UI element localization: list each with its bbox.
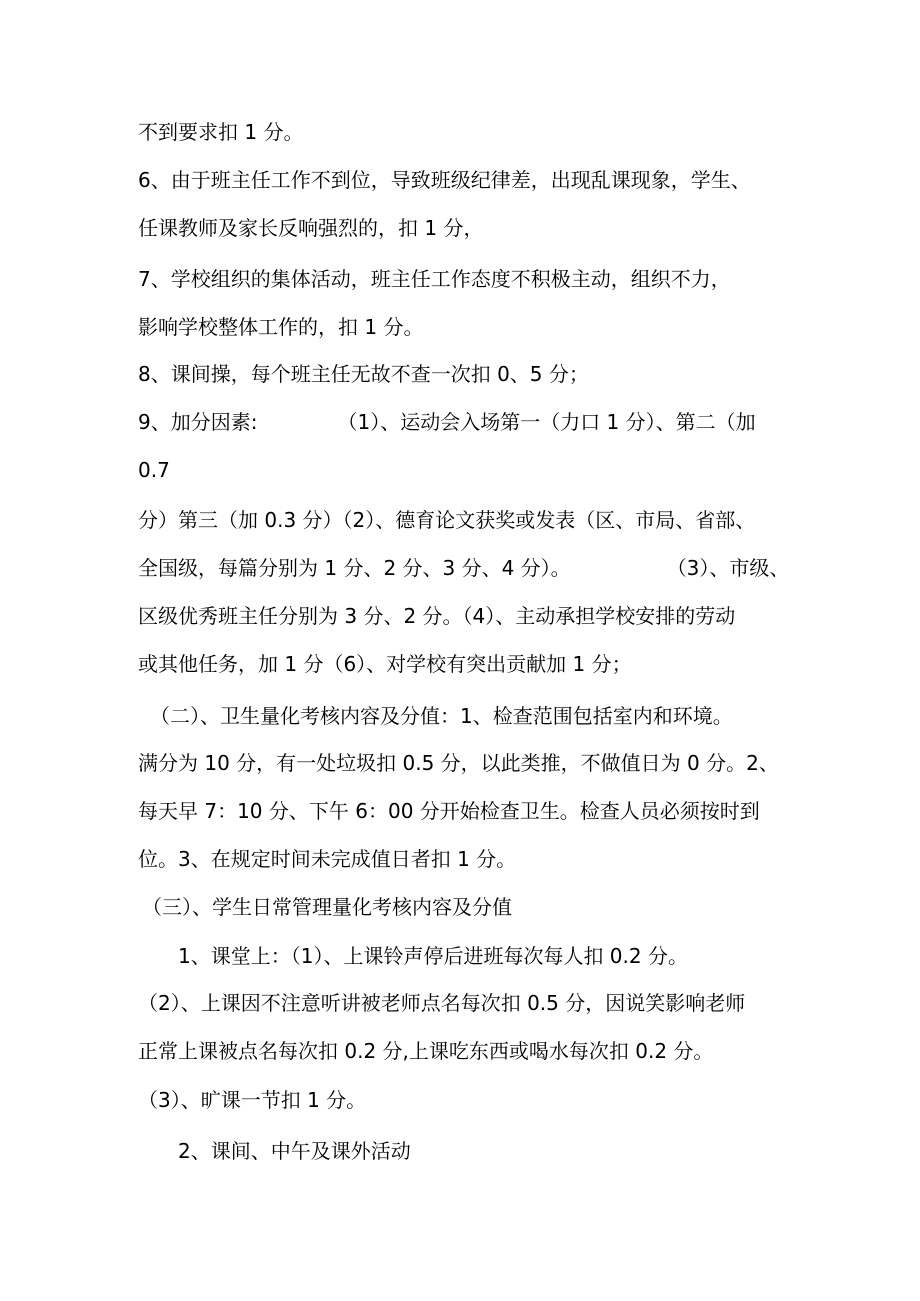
text-segment: （1）、运动会入场第一（力口 1 分）、第二（加 [337,410,756,434]
text-line: 任课教师及家长反响强烈的，扣 1 分， [138,216,484,240]
text-segment: 9、加分因素: [138,410,258,434]
text-segment: （3）、市级、 [666,556,790,580]
text-line: 0.7 [138,458,170,482]
text-line: （3）、旷课一节扣 1 分。 [138,1088,367,1112]
text-line: 正常上课被点名每次扣 0.2 分,上课吃东西或喝水每次扣 0.2 分。 [138,1039,714,1063]
text-line: （二）、卫生量化考核内容及分值：1、检查范围包括室内和环境。 [150,704,733,728]
text-line: 7、学校组织的集体活动，班主任工作态度不积极主动，组织不力， [138,267,731,291]
text-line: 8、课间操，每个班主任无故不查一次扣 0、5 分； [138,362,589,386]
text-line: 分）第三（加 0.3 分）（2）、德育论文获奖或发表（区、市局、省部、 [138,508,756,532]
text-line [138,408,756,436]
text-segment: 全国级，每篇分别为 1 分、2 分、3 分、4 分）。 [138,556,571,580]
text-line: 2、课间、中午及课外活动 [178,1139,411,1163]
text-line: 满分为 10 分，有一处垃圾扣 0.5 分，以此类推，不做值日为 0 分。2、 [138,751,779,775]
text-line [138,554,789,582]
text-line: 1、课堂上：（1）、上课铃声停后进班每次每人扣 0.2 分。 [178,944,688,968]
text-line: 区级优秀班主任分别为 3 分、2 分。（4）、主动承担学校安排的劳动 [138,604,736,628]
text-line: 不到要求扣 1 分。 [138,120,304,144]
text-line: 每天早 7：10 分、下午 6：00 分开始检查卫生。检查人员必须按时到 [138,799,760,823]
text-line: 位。3、在规定时间未完成值日者扣 1 分。 [138,847,517,871]
text-line: （2）、上课因不注意听讲被老师点名每次扣 0.5 分，因说笑影响老师 [138,991,746,1015]
text-line: 或其他任务，加 1 分（6）、对学校有突出贡献加 1 分； [138,652,632,676]
text-line: （三）、学生日常管理量化考核内容及分值 [142,895,512,919]
text-line: 6、由于班主任工作不到位，导致班级纪律差，出现乱课现象，学生、 [138,168,751,192]
text-line: 影响学校整体工作的，扣 1 分。 [138,315,424,339]
